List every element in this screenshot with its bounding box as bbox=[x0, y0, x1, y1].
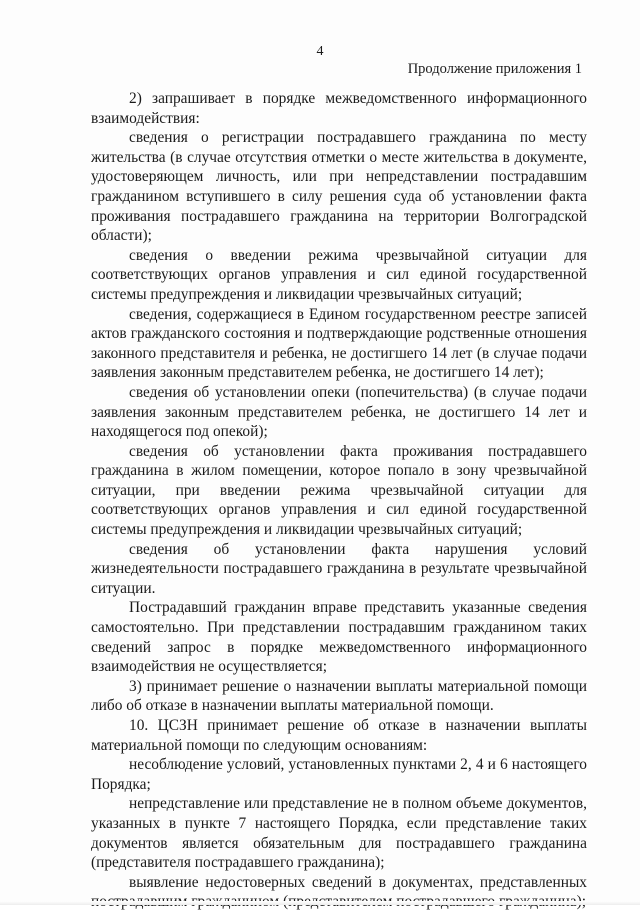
paragraph: сведения об установлении факта проживания пострадавшего гражданина в жилом помещении, которое попало в зону чрезвычайной ситуации, при введении режима чрезвычайной ситуации для соответствующих органов управления и сил единой государственной системы предупреждения и ликвидации чрезвычайных ситуаций; bbox=[91, 442, 587, 539]
paragraph: 3) принимает решение о назначении выплаты материальной помощи либо об отказе в назначении выплаты материальной помощи. bbox=[91, 677, 587, 715]
scan-edge bbox=[0, 901, 640, 905]
page-number: 4 bbox=[316, 44, 324, 59]
paragraph: сведения об установлении факта нарушения условий жизнедеятельности пострадавшего гражданина в результате чрезвычайной ситуации. bbox=[91, 540, 587, 597]
paragraph: сведения о регистрации пострадавшего гражданина по месту жительства (в случае отсутствия отметки о месте жительства в документе, удостоверяющем личность, или при непредставлении пострадавшим гражданином вступившего в силу решения суда об установлении факта проживания пострадавшего гражданина на территории Волгоградской области); bbox=[91, 129, 587, 245]
paragraph: сведения о введении режима чрезвычайной ситуации для соответствующих органов управления и сил единой государственной системы предупреждения и ликвидации чрезвычайных ситуаций; bbox=[91, 246, 587, 303]
paragraph: непредставление или представление не в полном объеме документов, указанных в пункте 7 настоящего Порядка, если представление таких документов является обязательным для пострадавшего гражданина (представителя пострадавшего гражданина); bbox=[91, 795, 587, 872]
paragraph: Пострадавший гражданин вправе представить указанные сведения самостоятельно. При представлении пострадавшим гражданином таких сведений запрос в порядке межведомственного информационного взаимодействия не осуществляется; bbox=[91, 599, 587, 676]
paragraph: 10. ЦСЗН принимает решение об отказе в назначении выплаты материальной помощи по следующим основаниям: bbox=[91, 717, 587, 754]
paragraph: сведения, содержащиеся в Едином государственном реестре записей актов гражданского состояния и подтверждающие родственные отношения законного представителя и ребенка, не достигшего 14 лет (в случае подачи заявления законным представителем ребенка, не достигшего 14 лет); bbox=[91, 305, 587, 382]
appendix-continuation-label: Продолжение приложения 1 bbox=[407, 61, 582, 77]
paragraph: выявление недостоверных сведений в документах, представленных bbox=[129, 873, 587, 891]
paragraph: 2) запрашивает в порядке межведомственного информационного взаимодействия: bbox=[91, 90, 587, 127]
paragraph: несоблюдение условий, установленных пунктами 2, 4 и 6 настоящего Порядка; bbox=[91, 756, 587, 793]
document-body bbox=[91, 89, 587, 912]
paragraph: сведения об установлении опеки (попечительства) (в случае подачи заявления законным представителем ребенка, не достигшего 14 лет и находящегося под опекой); bbox=[91, 383, 587, 441]
